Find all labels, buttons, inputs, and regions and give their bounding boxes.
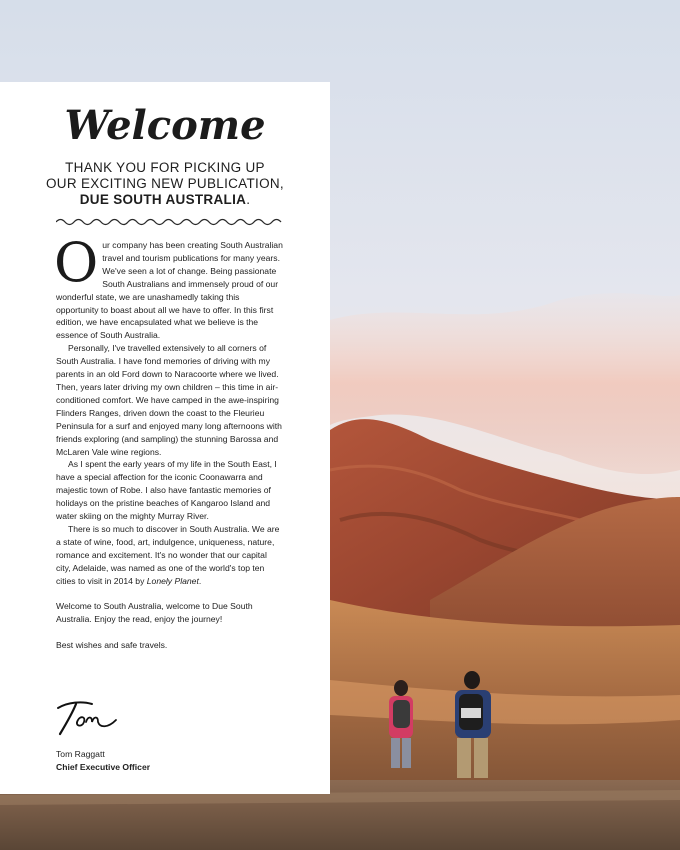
- paragraph-6: Best wishes and safe travels.: [56, 640, 168, 651]
- paragraph-4-end: .: [198, 575, 202, 586]
- subtitle-period: .: [246, 192, 251, 207]
- welcome-panel: [0, 82, 330, 794]
- wave-divider: [56, 216, 282, 228]
- subtitle: [20, 160, 310, 208]
- subtitle-line-1: THANK YOU FOR PICKING UP: [65, 160, 265, 175]
- drop-cap: O: [54, 231, 99, 294]
- paragraph-2: Personally, I've travelled extensively to all corners of South Australia. I have fond memories of driving with my parents in an old Ford down to Naracoorte where we lived. Then, years later driving my own children – this time in air-conditioned comfort. We have camped in the awe-inspiring Flinders Ranges, driven down the coast to the Fleurieu Peninsula for a surf and enjoyed many long afternoons with friends exploring (and sampling) the stunning Barossa and McLaren Vale wine regions.: [56, 343, 282, 457]
- subtitle-line-3: [20, 192, 310, 208]
- signer-title: Chief Executive Officer: [56, 762, 151, 772]
- paragraph-4: [56, 523, 283, 588]
- paragraph-1: [54, 231, 283, 342]
- handwritten-signature: [54, 698, 124, 738]
- lonely-planet-name: Lonely Planet: [146, 575, 199, 586]
- subtitle-line-2: OUR EXCITING NEW PUBLICATION,: [46, 176, 284, 191]
- publication-name: DUE SOUTH AUSTRALIA: [79, 192, 247, 207]
- paragraph-3: As I spent the early years of my life in the South East, I have a special affection for the iconic Coonawarra and majestic town of Robe. I also have fantastic memories of holidays on the pristine beaches of Kangaroo Island and water skiing on the mighty Murray River.: [56, 459, 277, 522]
- page-title: Welcome: [64, 102, 266, 149]
- paragraph-1-text: ur company has been creating South Australian travel and tourism publications for many years. We've seen a lot of change. Being passionate South Australians and immensely proud of our wonderful state, we are unashamedly taking this opportunity to boast about all we have to offer. In this first edition, we have encapsulated what we believe is the essence of South Australia.: [56, 240, 283, 341]
- letter-body: [54, 231, 283, 652]
- signer-name: Tom Raggatt: [56, 749, 105, 759]
- paragraph-5: Welcome to South Australia, welcome to Due South Australia. Enjoy the read, enjoy the journey!: [56, 601, 253, 625]
- paragraph-4-text: There is so much to discover in South Australia. We are a state of wine, food, art, indulgence, uniqueness, nature, romance and excitement. It's no wonder that our capital city, Adelaide, was named as one of the world's top ten cities to visit in 2014 by: [56, 523, 280, 586]
- title-container: [0, 100, 330, 152]
